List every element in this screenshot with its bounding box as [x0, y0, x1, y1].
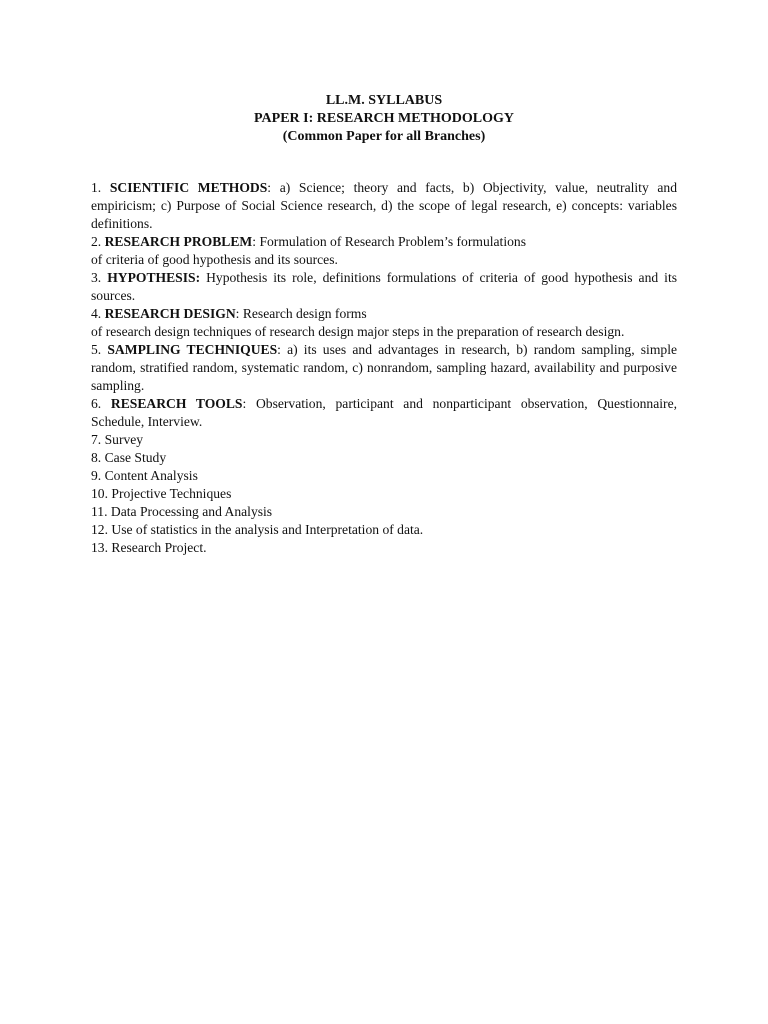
item-text: : Formulation of Research Problem’s formulations	[252, 234, 526, 249]
item-heading: RESEARCH DESIGN	[104, 306, 236, 321]
syllabus-item-11: 11. Data Processing and Analysis	[91, 504, 273, 519]
syllabus-item-2-continued: of criteria of good hypothesis and its sources.	[91, 252, 338, 267]
item-heading: RESEARCH TOOLS	[110, 396, 243, 411]
item-text: : Observation, participant and nonparticipant observation, Questionnaire, Schedule, Interview.	[91, 396, 678, 429]
item-heading: HYPOTHESIS:	[107, 270, 201, 285]
item-heading: SAMPLING TECHNIQUES	[107, 342, 278, 357]
syllabus-item-3: 3. HYPOTHESIS: Hypothesis its role, definitions formulations of criteria of good hypothesis and its sources.	[91, 270, 678, 303]
syllabus-item-4: 4. RESEARCH DESIGN: Research design forms	[91, 306, 367, 321]
paper-subtitle: (Common Paper for all Branches)	[282, 129, 486, 144]
syllabus-item-2: 2. RESEARCH PROBLEM: Formulation of Research Problem’s formulations	[91, 234, 526, 249]
syllabus-item-5: 5. SAMPLING TECHNIQUES: a) its uses and advantages in research, b) random sampling, simple random, stratified random, systematic random, c) nonrandom, sampling hazard, availability and purposive sampling.	[91, 342, 678, 393]
syllabus-item-8: 8. Case Study	[91, 450, 167, 465]
paper-title: PAPER I: RESEARCH METHODOLOGY	[254, 111, 514, 126]
syllabus-title: LL.M. SYLLABUS	[325, 93, 443, 108]
syllabus-item-12: 12. Use of statistics in the analysis and Interpretation of data.	[91, 522, 424, 537]
item-heading: SCIENTIFIC METHODS	[109, 180, 268, 195]
syllabus-item-1: 1. SCIENTIFIC METHODS: a) Science; theory and facts, b) Objectivity, value, neutrality and empiricism; c) Purpose of Social Science research, d) the scope of legal research, e) concepts: variables definitions.	[91, 180, 678, 231]
syllabus-item-6: 6. RESEARCH TOOLS: Observation, participant and nonparticipant observation, Questionnaire, Schedule, Interview.	[91, 396, 678, 429]
syllabus-item-10: 10. Projective Techniques	[91, 486, 232, 501]
syllabus-item-13: 13. Research Project.	[91, 540, 207, 555]
item-text: : Research design forms	[235, 306, 367, 321]
item-heading: RESEARCH PROBLEM	[104, 234, 253, 249]
item-text: Hypothesis its role, definitions formulations of criteria of good hypothesis and its sources.	[91, 270, 678, 303]
syllabus-item-9: 9. Content Analysis	[91, 468, 198, 483]
document-header	[0, 92, 768, 146]
syllabus-content	[91, 179, 677, 557]
syllabus-item-7: 7. Survey	[91, 432, 144, 447]
syllabus-item-4-continued: of research design techniques of research design major steps in the preparation of research design.	[91, 324, 625, 339]
item-text: : a) Science; theory and facts, b) Objectivity, value, neutrality and empiricism; c) Purpose of Social Science research, d) the scope of legal research, e) concepts: variables definitions.	[91, 180, 678, 231]
item-text: : a) its uses and advantages in research, b) random sampling, simple random, stratified random, systematic random, c) nonrandom, sampling hazard, availability and purposive sampling.	[91, 342, 678, 393]
